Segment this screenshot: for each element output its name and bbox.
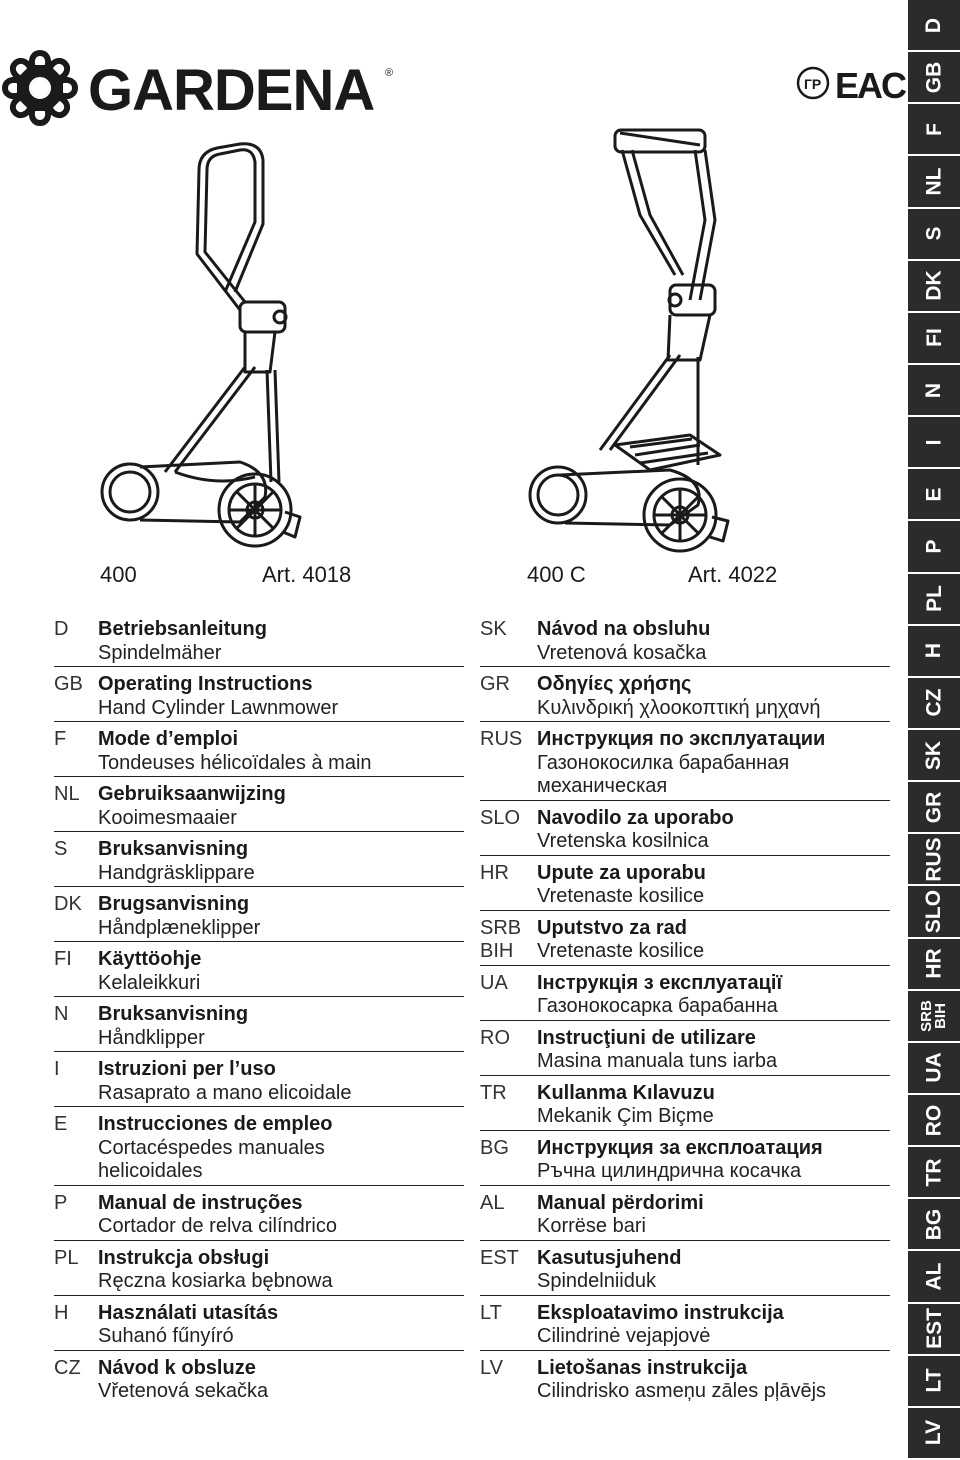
side-tab-h (908, 626, 960, 678)
side-tab-label: I (922, 439, 946, 446)
side-tab-est (908, 1304, 960, 1356)
language-entry-ro: RO Instrucţiuni de utilizare Masina manuala tuns iarba (480, 1027, 890, 1076)
side-tab-label: NL (922, 167, 946, 196)
side-tab-label: PL (922, 585, 946, 613)
language-entry-hr: HR Upute za uporabu Vretenaste kosilice (480, 862, 890, 911)
side-tab-fi (908, 313, 960, 365)
side-tab-i (908, 417, 960, 469)
side-tab-tr (908, 1147, 960, 1199)
language-entry-gr: GR Οδηγίες χρήσης Κυλινδρική χλοοκοπτική μηχανή (480, 673, 890, 722)
language-list-left (54, 618, 464, 1411)
language-entry-bg: BG Инструкция за експлоатация Ръчна цилиндрична косачка (480, 1137, 890, 1186)
side-tab-label: GR (922, 791, 946, 823)
side-tab-hr (908, 939, 960, 991)
side-tab-sk (908, 730, 960, 782)
language-entry-h: H Használati utasítás Suhanó fűnyíró (54, 1302, 464, 1351)
article-label-4022: Art. 4022 (688, 562, 778, 587)
language-entry-nl: NL Gebruiksaanwijzing Kooimesmaaier (54, 783, 464, 832)
side-tab-al (908, 1251, 960, 1303)
side-tab-label: P (922, 539, 946, 554)
side-tab-label: HR (922, 948, 946, 979)
language-entry-fi: FI Käyttöohje Kelaleikkuri (54, 948, 464, 997)
language-entry-lt: LT Eksploatavimo instrukcija Cilindrinė vejapjovė (480, 1302, 890, 1351)
article-label-4018: Art. 4018 (262, 562, 352, 587)
side-tab-ro (908, 1095, 960, 1147)
language-entry-n: N Bruksanvisning Håndklipper (54, 1003, 464, 1052)
side-tab-gr (908, 782, 960, 834)
side-tab-lv (908, 1408, 960, 1460)
language-entry-sk: SK Návod na obsluhu Vretenová kosačka (480, 618, 890, 667)
side-tab-label: D (922, 17, 946, 33)
model-label-400: 400 (100, 562, 137, 587)
side-tab-label: S (922, 226, 946, 241)
language-entry-s: S Bruksanvisning Handgräsklippare (54, 838, 464, 887)
language-list-right (480, 618, 890, 1411)
model-label-400c: 400 C (527, 562, 586, 587)
language-entry-p: P Manual de instruções Cortador de relva cilíndrico (54, 1192, 464, 1241)
side-tab-label: DK (922, 270, 946, 301)
language-entry-gb: GB Operating Instructions Hand Cylinder Lawnmower (54, 673, 464, 722)
side-tab-label: LV (922, 1420, 946, 1446)
language-entry-dk: DK Brugsanvisning Håndplæneklipper (54, 893, 464, 942)
language-entry-lv: LV Lietošanas instrukcija Cilindrisko asmeņu zāles pļāvējs (480, 1356, 827, 1402)
side-tab-lt (908, 1356, 960, 1408)
side-tab-label: AL (922, 1262, 946, 1291)
side-tab-label: E (922, 487, 946, 502)
side-tab-srb-bih (908, 991, 960, 1043)
side-tab-f (908, 104, 960, 156)
language-entry-pl: PL Instrukcja obsługi Ręczna kosiarka bębnowa (54, 1247, 464, 1296)
side-tab-label: BG (922, 1208, 946, 1241)
side-tab-d (908, 0, 960, 52)
language-entry-est: EST Kasutusjuhend Spindelniiduk (480, 1247, 890, 1296)
language-entry-al: AL Manual përdorimi Korrëse bari (480, 1192, 890, 1241)
side-tab-bg (908, 1199, 960, 1251)
language-entry-d: D Betriebsanleitung Spindelmäher (54, 618, 464, 667)
side-tab-label: CZ (922, 688, 946, 717)
side-tab-gb (908, 52, 960, 104)
side-tab-label: N (922, 382, 946, 398)
side-tab-label: SRB BIH (917, 999, 949, 1032)
side-tab-n (908, 365, 960, 417)
side-tab-slo (908, 886, 960, 938)
language-entry-ua: UA Інструкція з експлуатації Газонокосарка барабанна (480, 972, 890, 1021)
language-entry-tr: TR Kullanma Kılavuzu Mekanik Çim Biçme (480, 1082, 890, 1131)
mower-illustration-400c (520, 125, 750, 555)
side-tab-label: GB (922, 61, 946, 93)
svg-text:ГР: ГР (804, 76, 822, 92)
side-tab-label: UA (922, 1052, 946, 1084)
side-tab-label: SK (922, 740, 946, 770)
brand-name: GARDENA (88, 58, 375, 123)
language-entry-srb-bih: SRB BIH Uputstvo za rad Vretenaste kosilice (480, 917, 890, 966)
side-tab-rus (908, 834, 960, 886)
language-entry-rus: RUS Инструкция по эксплуатации Газонокосилка барабанная механическая (480, 728, 890, 801)
eac-mark: EAC (835, 65, 906, 106)
side-tab-nl (908, 156, 960, 208)
language-entry-cz: CZ Návod k obsluze Vřetenová sekačka (54, 1356, 269, 1402)
side-tab-pl (908, 574, 960, 626)
side-tab-label: FI (922, 328, 946, 348)
mower-illustration-400 (95, 142, 315, 552)
language-entry-i: I Istruzioni per l’uso Rasaprato a mano elicoidale (54, 1058, 464, 1107)
language-entry-e: E Instrucciones de empleo Cortacéspedes manuales helicoidales (54, 1113, 464, 1186)
side-tab-ua (908, 1043, 960, 1095)
side-tab-label: LT (922, 1368, 946, 1393)
side-tab-label: H (922, 643, 946, 659)
side-tab-e (908, 469, 960, 521)
side-tab-label: EST (922, 1308, 946, 1349)
gardena-flower-icon (5, 53, 75, 123)
side-tab-dk (908, 261, 960, 313)
side-tab-p (908, 521, 960, 573)
side-tab-label: F (922, 122, 946, 136)
svg-text:®: ® (385, 67, 394, 79)
gardena-logo (0, 48, 400, 128)
language-side-tabs (908, 0, 960, 1460)
side-tab-s (908, 209, 960, 261)
side-tab-label: RUS (922, 837, 946, 882)
side-tab-cz (908, 678, 960, 730)
language-entry-f: F Mode d’emploi Tondeuses hélicoïdales à main (54, 728, 464, 777)
certification-marks (795, 62, 906, 106)
side-tab-label: SLO (922, 889, 946, 934)
side-tab-label: RO (922, 1104, 946, 1136)
side-tab-label: TR (922, 1158, 946, 1187)
language-entry-slo: SLO Navodilo za uporabo Vretenska kosilnica (480, 807, 890, 856)
